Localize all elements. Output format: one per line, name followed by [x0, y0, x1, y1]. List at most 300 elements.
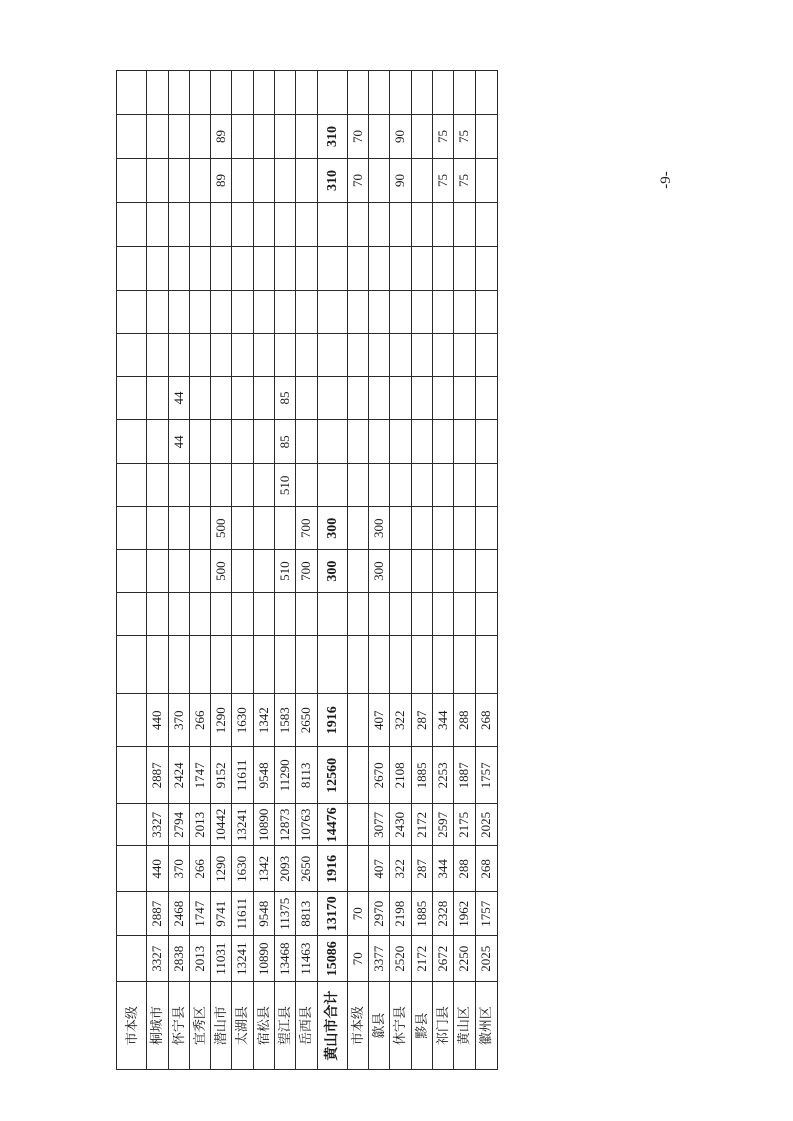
value-cell: [317, 290, 347, 333]
value-cell: 70: [347, 115, 368, 159]
value-cell: 1290: [211, 694, 232, 747]
empty-cell: [274, 71, 295, 115]
value-cell: 2025: [475, 936, 498, 982]
empty-cell: [475, 71, 498, 115]
value-cell: 1630: [232, 694, 253, 747]
value-cell: [232, 246, 253, 290]
value-cell: [232, 464, 253, 507]
value-cell: 300: [317, 507, 347, 550]
value-cell: 70: [347, 936, 368, 982]
value-cell: [369, 635, 390, 693]
region-name-cell: 黟县: [411, 982, 432, 1070]
value-cell: 2650: [296, 846, 317, 892]
value-cell: [117, 246, 147, 290]
value-cell: [117, 158, 147, 202]
value-cell: 14476: [317, 804, 347, 846]
value-cell: 8813: [296, 892, 317, 936]
value-cell: 75: [454, 115, 475, 159]
value-cell: [168, 246, 189, 290]
value-cell: 11031: [211, 936, 232, 982]
value-cell: [432, 550, 453, 593]
value-cell: 13468: [274, 936, 295, 982]
value-cell: [475, 202, 498, 246]
value-cell: [317, 202, 347, 246]
value-cell: [475, 246, 498, 290]
value-cell: [117, 420, 147, 464]
value-cell: [274, 158, 295, 202]
table-row: [274, 71, 295, 1070]
value-cell: [296, 420, 317, 464]
value-cell: 2093: [274, 846, 295, 892]
value-cell: [189, 550, 210, 593]
value-cell: [369, 290, 390, 333]
value-cell: 8113: [296, 747, 317, 804]
value-cell: 85: [274, 420, 295, 464]
value-cell: [454, 635, 475, 693]
value-cell: 3077: [369, 804, 390, 846]
value-cell: [432, 376, 453, 420]
value-cell: [317, 246, 347, 290]
value-cell: 370: [168, 694, 189, 747]
value-cell: 510: [274, 550, 295, 593]
value-cell: 1916: [317, 694, 347, 747]
value-cell: 70: [347, 892, 368, 936]
empty-cell: [347, 71, 368, 115]
value-cell: [211, 202, 232, 246]
table-row: [232, 71, 253, 1070]
value-cell: [475, 158, 498, 202]
value-cell: 2670: [369, 747, 390, 804]
value-cell: [117, 464, 147, 507]
value-cell: [147, 158, 168, 202]
value-cell: 11611: [232, 747, 253, 804]
value-cell: [117, 333, 147, 376]
value-cell: 1342: [253, 694, 274, 747]
value-cell: 44: [168, 376, 189, 420]
value-cell: 2794: [168, 804, 189, 846]
value-cell: [369, 158, 390, 202]
value-cell: 2520: [390, 936, 411, 982]
value-cell: [232, 202, 253, 246]
value-cell: [253, 464, 274, 507]
region-name-cell: 徽州区: [475, 982, 498, 1070]
value-cell: [347, 202, 368, 246]
value-cell: 10890: [253, 936, 274, 982]
value-cell: 2253: [432, 747, 453, 804]
value-cell: [189, 333, 210, 376]
value-cell: [117, 635, 147, 693]
region-name-cell: 歙县: [369, 982, 390, 1070]
region-name-cell: 宜秀区: [189, 982, 210, 1070]
value-cell: 1885: [411, 747, 432, 804]
value-cell: [369, 420, 390, 464]
value-cell: [117, 507, 147, 550]
region-name-cell: 怀宁县: [168, 982, 189, 1070]
value-cell: [347, 747, 368, 804]
value-cell: [475, 635, 498, 693]
value-cell: 90: [390, 158, 411, 202]
value-cell: [232, 550, 253, 593]
value-cell: 2172: [411, 936, 432, 982]
value-cell: 11611: [232, 892, 253, 936]
value-cell: 44: [168, 420, 189, 464]
empty-cell: [411, 71, 432, 115]
value-cell: [390, 420, 411, 464]
empty-cell: [117, 71, 147, 115]
value-cell: [168, 158, 189, 202]
value-cell: [432, 593, 453, 636]
value-cell: 2328: [432, 892, 453, 936]
value-cell: [147, 635, 168, 693]
table-row: [454, 71, 475, 1070]
value-cell: 500: [211, 507, 232, 550]
empty-cell: [296, 71, 317, 115]
region-name-cell: 休宁县: [390, 982, 411, 1070]
value-cell: [232, 593, 253, 636]
value-cell: [189, 290, 210, 333]
value-cell: [347, 635, 368, 693]
value-cell: [232, 507, 253, 550]
value-cell: [390, 376, 411, 420]
empty-cell: [454, 71, 475, 115]
value-cell: 13241: [232, 936, 253, 982]
value-cell: 9548: [253, 892, 274, 936]
value-cell: [274, 115, 295, 159]
value-cell: [369, 464, 390, 507]
value-cell: [232, 333, 253, 376]
value-cell: [232, 420, 253, 464]
value-cell: [475, 507, 498, 550]
value-cell: 287: [411, 846, 432, 892]
value-cell: [232, 115, 253, 159]
value-cell: [168, 550, 189, 593]
value-cell: [253, 158, 274, 202]
region-name-cell: 太湖县: [232, 982, 253, 1070]
value-cell: 2108: [390, 747, 411, 804]
value-cell: 89: [211, 158, 232, 202]
value-cell: 11463: [296, 936, 317, 982]
region-name-cell: 宿松县: [253, 982, 274, 1070]
value-cell: [117, 202, 147, 246]
value-cell: 90: [390, 115, 411, 159]
value-cell: [390, 333, 411, 376]
value-cell: [117, 694, 147, 747]
value-cell: [411, 550, 432, 593]
region-name-cell: 黄山区: [454, 982, 475, 1070]
value-cell: [432, 202, 453, 246]
value-cell: 70: [347, 158, 368, 202]
value-cell: [347, 246, 368, 290]
value-cell: [411, 202, 432, 246]
value-cell: 2838: [168, 936, 189, 982]
value-cell: [147, 464, 168, 507]
value-cell: [189, 507, 210, 550]
value-cell: 700: [296, 507, 317, 550]
value-cell: [253, 246, 274, 290]
value-cell: 9741: [211, 892, 232, 936]
value-cell: [274, 202, 295, 246]
value-cell: 310: [317, 158, 347, 202]
empty-cell: [211, 71, 232, 115]
value-cell: [232, 158, 253, 202]
value-cell: [475, 464, 498, 507]
value-cell: [454, 420, 475, 464]
value-cell: [147, 507, 168, 550]
value-cell: 85: [274, 376, 295, 420]
value-cell: [454, 246, 475, 290]
value-cell: [232, 376, 253, 420]
value-cell: [347, 376, 368, 420]
value-cell: [117, 804, 147, 846]
value-cell: 2887: [147, 747, 168, 804]
table-row: [117, 71, 147, 1070]
value-cell: [347, 333, 368, 376]
value-cell: 75: [454, 158, 475, 202]
value-cell: [211, 635, 232, 693]
value-cell: 13241: [232, 804, 253, 846]
value-cell: 1290: [211, 846, 232, 892]
value-cell: [432, 290, 453, 333]
value-cell: [147, 202, 168, 246]
value-cell: [347, 694, 368, 747]
value-cell: [296, 464, 317, 507]
value-cell: [411, 376, 432, 420]
value-cell: [317, 376, 347, 420]
value-cell: [168, 593, 189, 636]
value-cell: [296, 593, 317, 636]
value-cell: [117, 846, 147, 892]
value-cell: 300: [369, 550, 390, 593]
value-cell: [117, 290, 147, 333]
value-cell: 288: [454, 694, 475, 747]
value-cell: [475, 376, 498, 420]
value-cell: [369, 376, 390, 420]
region-name-cell: 市本级: [117, 982, 147, 1070]
value-cell: [347, 804, 368, 846]
value-cell: 9548: [253, 747, 274, 804]
value-cell: [147, 593, 168, 636]
empty-cell: [317, 71, 347, 115]
value-cell: 344: [432, 846, 453, 892]
table-row: [168, 71, 189, 1070]
value-cell: 1342: [253, 846, 274, 892]
value-cell: [253, 507, 274, 550]
value-cell: [168, 333, 189, 376]
value-cell: [454, 550, 475, 593]
empty-cell: [168, 71, 189, 115]
value-cell: [147, 115, 168, 159]
value-cell: [317, 635, 347, 693]
value-cell: [411, 464, 432, 507]
empty-cell: [369, 71, 390, 115]
value-cell: 2175: [454, 804, 475, 846]
table-row: [432, 71, 453, 1070]
value-cell: [369, 115, 390, 159]
value-cell: [168, 635, 189, 693]
region-name-cell: 桐城市: [147, 982, 168, 1070]
value-cell: [369, 246, 390, 290]
value-cell: [454, 593, 475, 636]
value-cell: [317, 333, 347, 376]
value-cell: 2013: [189, 936, 210, 982]
value-cell: [369, 202, 390, 246]
value-cell: [475, 115, 498, 159]
value-cell: [347, 846, 368, 892]
value-cell: [347, 464, 368, 507]
value-cell: 1887: [454, 747, 475, 804]
value-cell: 2172: [411, 804, 432, 846]
value-cell: [296, 246, 317, 290]
value-cell: 440: [147, 694, 168, 747]
value-cell: [211, 464, 232, 507]
value-cell: [432, 333, 453, 376]
value-cell: 11375: [274, 892, 295, 936]
value-cell: 12560: [317, 747, 347, 804]
value-cell: 2025: [475, 804, 498, 846]
value-cell: [390, 507, 411, 550]
value-cell: [168, 115, 189, 159]
value-cell: [117, 593, 147, 636]
value-cell: [253, 376, 274, 420]
table-row: [347, 71, 368, 1070]
value-cell: 2013: [189, 804, 210, 846]
value-cell: 75: [432, 115, 453, 159]
value-cell: [390, 202, 411, 246]
empty-cell: [253, 71, 274, 115]
value-cell: 2970: [369, 892, 390, 936]
value-cell: [432, 464, 453, 507]
value-cell: 2430: [390, 804, 411, 846]
value-cell: 3327: [147, 804, 168, 846]
value-cell: [211, 593, 232, 636]
empty-cell: [390, 71, 411, 115]
value-cell: [253, 420, 274, 464]
table-row: [296, 71, 317, 1070]
value-cell: 2250: [454, 936, 475, 982]
region-name-cell: 市本级: [347, 982, 368, 1070]
region-name-cell: 潜山市: [211, 982, 232, 1070]
value-cell: [189, 464, 210, 507]
value-cell: [117, 115, 147, 159]
region-name-cell: 黄山市合计: [317, 982, 347, 1070]
value-cell: 500: [211, 550, 232, 593]
value-cell: [274, 593, 295, 636]
empty-cell: [432, 71, 453, 115]
value-cell: 1962: [454, 892, 475, 936]
value-cell: [117, 892, 147, 936]
value-cell: [232, 290, 253, 333]
value-cell: [369, 333, 390, 376]
value-cell: 3327: [147, 936, 168, 982]
value-cell: 13170: [317, 892, 347, 936]
value-cell: 1885: [411, 892, 432, 936]
value-cell: [317, 420, 347, 464]
value-cell: 268: [475, 694, 498, 747]
value-cell: [189, 115, 210, 159]
value-cell: 10763: [296, 804, 317, 846]
value-cell: [411, 593, 432, 636]
value-cell: [347, 420, 368, 464]
value-cell: 370: [168, 846, 189, 892]
value-cell: [189, 635, 210, 693]
value-cell: 2887: [147, 892, 168, 936]
value-cell: [296, 635, 317, 693]
value-cell: [253, 115, 274, 159]
table-row: [211, 71, 232, 1070]
value-cell: 2198: [390, 892, 411, 936]
value-cell: 1757: [475, 892, 498, 936]
value-cell: [347, 507, 368, 550]
value-cell: [317, 593, 347, 636]
empty-cell: [232, 71, 253, 115]
value-cell: [211, 333, 232, 376]
allocation-table: [116, 70, 498, 1070]
value-cell: [189, 246, 210, 290]
rotated-table-container: [116, 70, 498, 1070]
value-cell: [211, 246, 232, 290]
value-cell: [296, 333, 317, 376]
value-cell: 268: [475, 846, 498, 892]
value-cell: [454, 202, 475, 246]
value-cell: [411, 246, 432, 290]
value-cell: [253, 635, 274, 693]
value-cell: 11290: [274, 747, 295, 804]
table-row: [475, 71, 498, 1070]
value-cell: 1916: [317, 846, 347, 892]
value-cell: 2650: [296, 694, 317, 747]
value-cell: 2597: [432, 804, 453, 846]
value-cell: 266: [189, 846, 210, 892]
value-cell: 700: [296, 550, 317, 593]
value-cell: [296, 202, 317, 246]
table-row: [390, 71, 411, 1070]
value-cell: [454, 464, 475, 507]
value-cell: 2424: [168, 747, 189, 804]
value-cell: [253, 550, 274, 593]
value-cell: 12873: [274, 804, 295, 846]
table-row: [189, 71, 210, 1070]
value-cell: 407: [369, 846, 390, 892]
value-cell: [411, 635, 432, 693]
table-row: [411, 71, 432, 1070]
value-cell: [117, 376, 147, 420]
value-cell: [296, 376, 317, 420]
value-cell: 89: [211, 115, 232, 159]
value-cell: [296, 115, 317, 159]
value-cell: 1747: [189, 747, 210, 804]
value-cell: [211, 376, 232, 420]
page-number: -9-: [657, 171, 674, 189]
value-cell: [117, 747, 147, 804]
value-cell: [454, 290, 475, 333]
value-cell: [296, 290, 317, 333]
value-cell: [274, 246, 295, 290]
value-cell: [189, 376, 210, 420]
value-cell: [168, 202, 189, 246]
value-cell: [432, 420, 453, 464]
value-cell: [189, 158, 210, 202]
value-cell: [432, 507, 453, 550]
value-cell: [147, 333, 168, 376]
value-cell: [454, 507, 475, 550]
value-cell: [168, 290, 189, 333]
value-cell: 15086: [317, 936, 347, 982]
empty-cell: [147, 71, 168, 115]
value-cell: [117, 550, 147, 593]
value-cell: [411, 333, 432, 376]
value-cell: [147, 376, 168, 420]
value-cell: 407: [369, 694, 390, 747]
